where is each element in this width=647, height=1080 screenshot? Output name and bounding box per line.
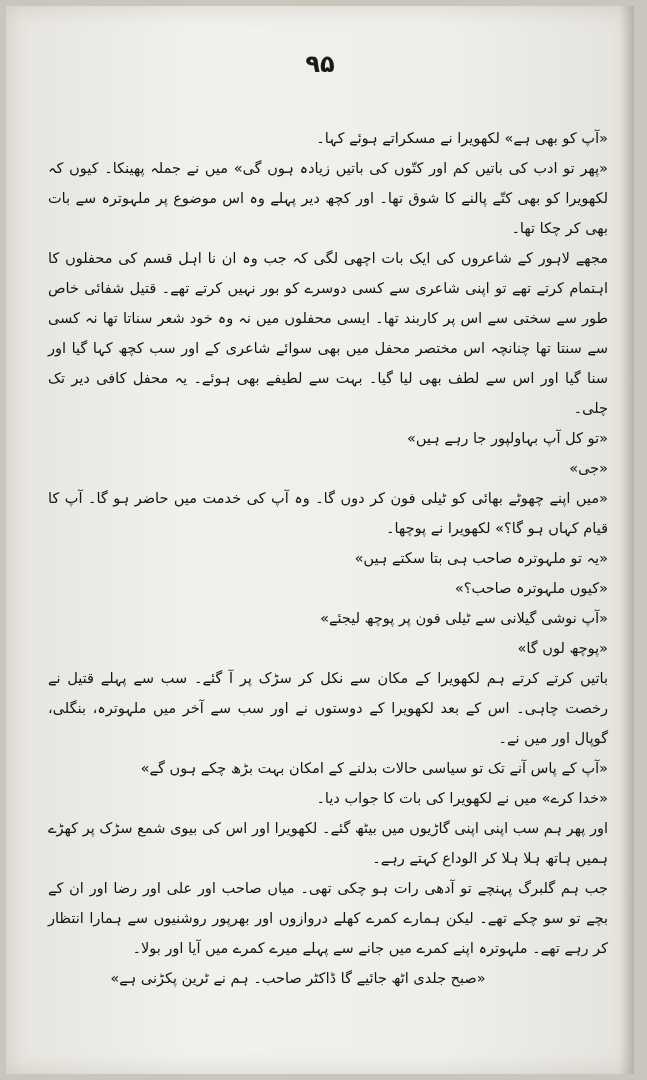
paragraph: مجھے لاہور کے شاعروں کی ایک بات اچھی لگی کہ جب وہ ان نا اہل قسم کی محفلوں کا اہتمام کرتے تھے تو اپنی شاعری سے کسی دوسرے کو بور نہیں کرتے تھے۔ قتیل شفائی خاص طور سے سختی سے اس پر کاربند تھا۔ ایسی محفلوں میں نہ وہ خود شعر سناتا تھا نہ کسی سے سنتا تھا چنانچہ اس مختصر محفل میں بھی سوائے شاعری کے اور سب کچھ کہا گیا اور سنا گیا اور اس سے لطف بھی لیا گیا۔ بہت سے لطیفے بھی ہوئے۔ یہ محفل کافی دیر تک چلی۔ xyxy=(48,251,608,417)
book-page xyxy=(6,6,634,1074)
paragraph: «پوچھ لوں گا» xyxy=(517,641,608,657)
paragraph: «آپ کو بھی ہے» لکھویرا نے مسکراتے ہوئے کہا۔ xyxy=(316,131,608,147)
page-spine-shadow xyxy=(620,6,634,1074)
paragraph: «پھر تو ادب کی باتیں کم اور کتّوں کی باتیں زیادہ ہوں گی» میں نے جملہ پھینکا۔ کیوں کہ لکھویرا کو بھی کتّے پالنے کا شوق تھا۔ اور کچھ دیر پہلے وہ اس موضوع پر ملہوترہ سے بات بھی کر چکا تھا۔ xyxy=(48,161,608,237)
paragraph: اور پھر ہم سب اپنی اپنی گاڑیوں میں بیٹھ گئے۔ لکھویرا اور اس کی بیوی شمع سڑک پر کھڑے ہمیں ہاتھ ہلا ہلا کر الوداع کہتے رہے۔ xyxy=(48,821,608,867)
paragraph: «جی» xyxy=(569,461,608,477)
paragraph: «کیوں ملہوترہ صاحب؟» xyxy=(454,581,608,597)
paragraph: «خدا کرے» میں نے لکھویرا کی بات کا جواب دیا۔ xyxy=(316,791,608,807)
urdu-text-body xyxy=(48,124,608,994)
paragraph: «آپ کے پاس آنے تک تو سیاسی حالات بدلنے کے امکان بہت بڑھ چکے ہوں گے» xyxy=(140,761,608,777)
paragraph: «یہ تو ملہوترہ صاحب ہی بتا سکتے ہیں» xyxy=(354,551,608,567)
paragraph: «صبح جلدی اٹھ جائیے گا ڈاکٹر صاحب۔ ہم نے ٹرین پکڑنی ہے» xyxy=(110,971,486,987)
paragraph: «آپ نوشی گیلانی سے ٹیلی فون پر پوچھ لیجئے» xyxy=(320,611,608,627)
paragraph: جب ہم گلبرگ پہنچے تو آدھی رات ہو چکی تھی۔ میاں صاحب اور علی اور رضا اور ان کے بچے تو سو چکے تھے۔ لیکن ہمارے کمرے کھلے دروازوں اور بھرپور روشنیوں سے ہمارا انتظار کر رہے تھے۔ ملہوترہ اپنے کمرے میں جانے سے پہلے میرے کمرے میں آیا اور بولا۔ xyxy=(48,881,608,957)
paragraph: «تو کل آپ بہاولپور جا رہے ہیں» xyxy=(406,431,608,447)
paragraph: «میں اپنے چھوٹے بھائی کو ٹیلی فون کر دوں گا۔ وہ آپ کی خدمت میں حاضر ہو گا۔ آپ کا قیام کہاں ہو گا؟» لکھویرا نے پوچھا۔ xyxy=(48,491,608,537)
paragraph: باتیں کرتے کرتے ہم لکھویرا کے مکان سے نکل کر سڑک پر آ گئے۔ سب سے پہلے قتیل نے رخصت چاہی۔ اس کے بعد لکھویرا کے دوستوں نے اور سب سے آخر میں ملہوترہ، بنگلی، گوپال اور میں نے۔ xyxy=(48,671,608,747)
page-number: ۹۵ xyxy=(305,50,335,78)
